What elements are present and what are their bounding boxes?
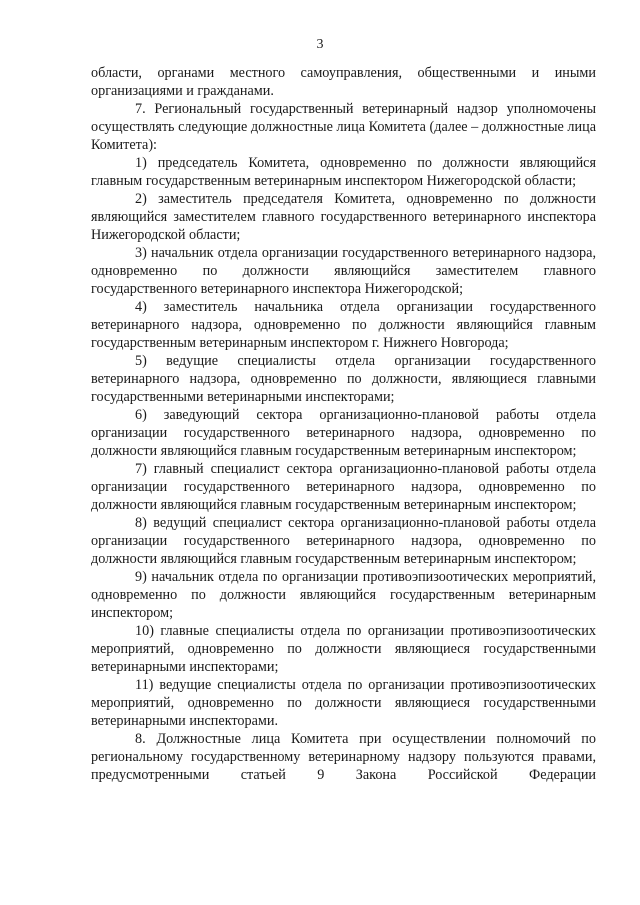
list-item-5: 5) ведущие специалисты отдела организации государственного ветеринарного надзора, одновременно по должности, являющиеся главными государственными ветеринарными инспекторами; bbox=[91, 353, 596, 405]
list-item-1: 1) председатель Комитета, одновременно по должности являющийся главным государственным ветеринарным инспектором Нижегородской области; bbox=[91, 155, 596, 189]
list-item-11: 11) ведущие специалисты отдела по организации противоэпизоотических мероприятий, одновременно по должности являющиеся государственными ветеринарными инспекторами. bbox=[91, 677, 596, 729]
list-item-7: 7) главный специалист сектора организационно-плановой работы отдела организации государственного ветеринарного надзора, одновременно по должности являющийся главным государственным ветеринарным инспектором; bbox=[91, 461, 596, 513]
list-item-10: 10) главные специалисты отдела по организации противоэпизоотических мероприятий, одновременно по должности являющиеся государственными ветеринарными инспекторами; bbox=[91, 623, 596, 675]
paragraph-8: 8. Должностные лица Комитета при осуществлении полномочий по региональному государственному ветеринарному надзору пользуются правами, предусмотренными статьей 9 Закона Российской Федерации bbox=[91, 731, 596, 783]
list-item-4: 4) заместитель начальника отдела организации государственного ветеринарного надзора, одновременно по должности являющийся главным государственным ветеринарным инспектором г. Нижнего Новгорода; bbox=[91, 299, 596, 351]
document-body bbox=[91, 64, 596, 784]
list-item-9: 9) начальник отдела по организации противоэпизоотических мероприятий, одновременно по должности являющийся государственным ветеринарным инспектором; bbox=[91, 569, 596, 621]
paragraph-7: 7. Региональный государственный ветеринарный надзор уполномочены осуществлять следующие должностные лица Комитета (далее – должностные лица Комитета): bbox=[91, 101, 596, 153]
paragraph-continuation: области, органами местного самоуправления, общественными и иными организациями и гражданами. bbox=[91, 65, 596, 99]
list-item-6: 6) заведующий сектора организационно-плановой работы отдела организации государственного ветеринарного надзора, одновременно по должности являющийся главным государственным ветеринарным инспектором; bbox=[91, 407, 596, 459]
list-item-2: 2) заместитель председателя Комитета, одновременно по должности являющийся заместителем главного государственного ветеринарного инспектора Нижегородской области; bbox=[91, 191, 596, 243]
list-item-8: 8) ведущий специалист сектора организационно-плановой работы отдела организации государственного ветеринарного надзора, одновременно по должности являющийся главным государственным ветеринарным инспектором; bbox=[91, 515, 596, 567]
page-number: 3 bbox=[316, 37, 324, 52]
list-item-3: 3) начальник отдела организации государственного ветеринарного надзора, одновременно по должности являющийся заместителем главного государственного ветеринарного инспектора Нижегородской; bbox=[91, 245, 596, 297]
